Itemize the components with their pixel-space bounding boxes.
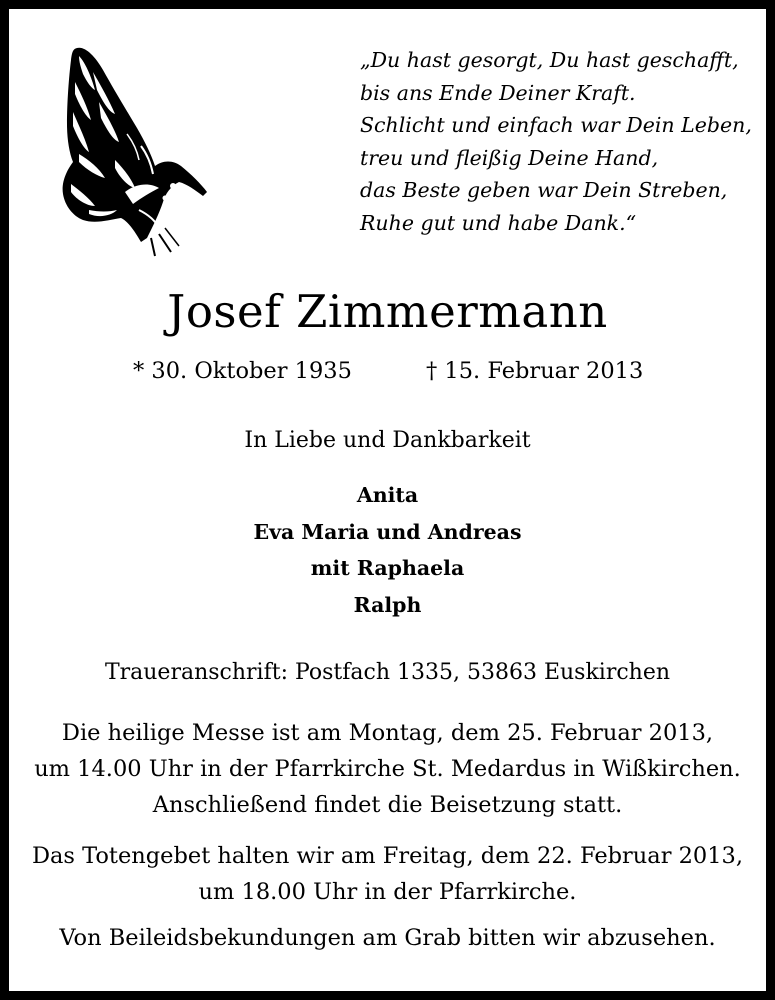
mourner-name: Anita bbox=[356, 483, 419, 507]
prayer-notice bbox=[0, 838, 775, 910]
deceased-name: Josef Zimmermann bbox=[167, 285, 608, 338]
mass-notice bbox=[0, 715, 775, 823]
memorial-quote bbox=[360, 44, 760, 240]
mass-line: Anschließend findet die Beisetzung statt. bbox=[152, 792, 623, 818]
mourning-address: Traueranschrift: Postfach 1335, 53863 Euskirchen bbox=[104, 660, 671, 685]
prayer-line: um 18.00 Uhr in der Pfarrkirche. bbox=[198, 879, 577, 905]
mourner-name: Ralph bbox=[353, 592, 422, 617]
closing-note: Von Beileidsbekundungen am Grab bitten wir abzusehen. bbox=[59, 925, 716, 951]
life-dates bbox=[0, 358, 775, 390]
praying-hands-icon bbox=[55, 42, 215, 264]
prayer-line: Das Totengebet halten wir am Freitag, dem 22. Februar 2013, bbox=[31, 843, 744, 869]
quote-line: treu und fleißig Deine Hand, bbox=[360, 145, 659, 170]
quote-line: bis ans Ende Deiner Kraft. bbox=[360, 80, 636, 105]
quote-line: das Beste geben war Dein Streben, bbox=[360, 178, 728, 203]
death-date: † 15. Februar 2013 bbox=[426, 358, 644, 384]
mourner-name: mit Raphaela bbox=[310, 556, 465, 580]
mourner-name: Eva Maria und Andreas bbox=[253, 519, 522, 544]
birth-date: * 30. Oktober 1935 bbox=[133, 358, 352, 384]
quote-line: Schlicht und einfach war Dein Leben, bbox=[360, 113, 752, 138]
mourners-list bbox=[0, 477, 775, 623]
mass-line: Die heilige Messe ist am Montag, dem 25. Februar 2013, bbox=[61, 720, 714, 746]
mass-line: um 14.00 Uhr in der Pfarrkirche St. Medardus in Wißkirchen. bbox=[34, 756, 741, 782]
quote-line: „Du hast gesorgt, Du hast geschafft, bbox=[360, 48, 739, 72]
mourning-intro: In Liebe und Dankbarkeit bbox=[244, 428, 531, 453]
quote-line: Ruhe gut und habe Dank.“ bbox=[360, 210, 637, 235]
